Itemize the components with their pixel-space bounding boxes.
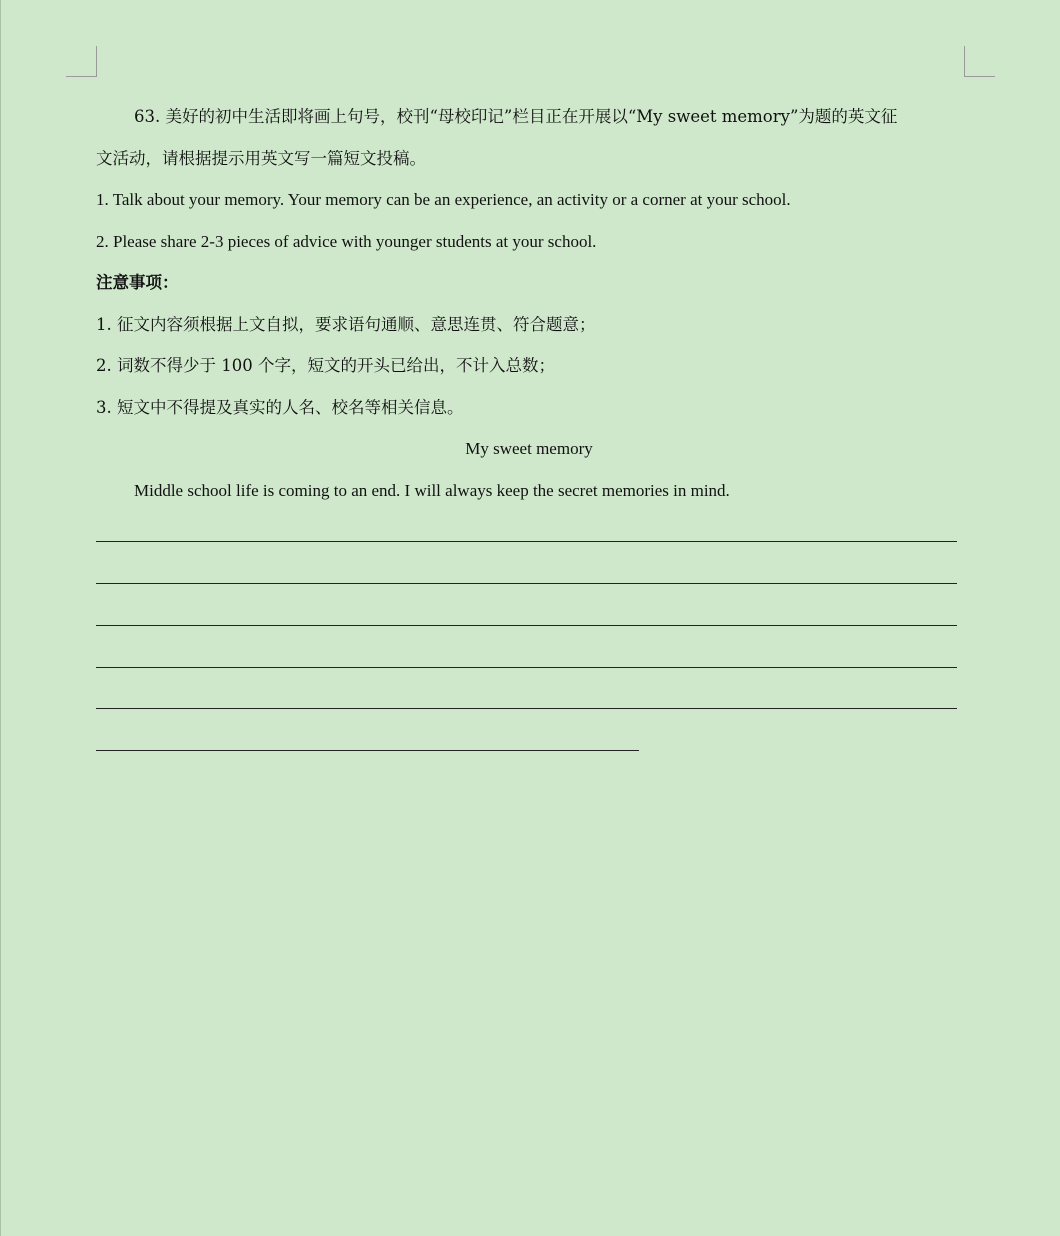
page-left-edge — [0, 0, 1, 1236]
note-2: 2. 词数不得少于 100 个字，短文的开头已给出，不计入总数； — [96, 356, 555, 375]
answer-line-2[interactable] — [96, 583, 957, 584]
answer-line-4[interactable] — [96, 667, 957, 668]
essay-title: My sweet memory — [465, 439, 593, 458]
writing-point-1: 1. Talk about your memory. Your memory can be an experience, an activity or a corner at your school. — [96, 190, 791, 209]
crop-mark-top-right — [964, 46, 995, 77]
answer-line-3[interactable] — [96, 625, 957, 626]
crop-mark-top-left — [66, 46, 97, 77]
essay-opening: Middle school life is coming to an end. I will always keep the secret memories in mind. — [134, 480, 730, 500]
document-body — [96, 96, 966, 511]
answer-line-5[interactable] — [96, 708, 957, 709]
notes-heading: 注意事项： — [96, 273, 179, 292]
note-3: 3. 短文中不得提及真实的人名、校名等相关信息。 — [96, 397, 464, 417]
question-intro-line-2: 文活动，请根据提示用英文写一篇短文投稿。 — [96, 148, 426, 168]
answer-line-6[interactable] — [96, 750, 639, 751]
answer-line-1[interactable] — [96, 541, 957, 542]
note-1: 1. 征文内容须根据上文自拟，要求语句通顺、意思连贯、符合题意； — [96, 314, 596, 334]
writing-point-2: 2. Please share 2-3 pieces of advice with younger students at your school. — [96, 231, 597, 251]
question-intro-line-1: 63. 美好的初中生活即将画上句号，校刊“母校印记”栏目正在开展以“My sweet memory”为题的英文征 — [134, 107, 898, 126]
